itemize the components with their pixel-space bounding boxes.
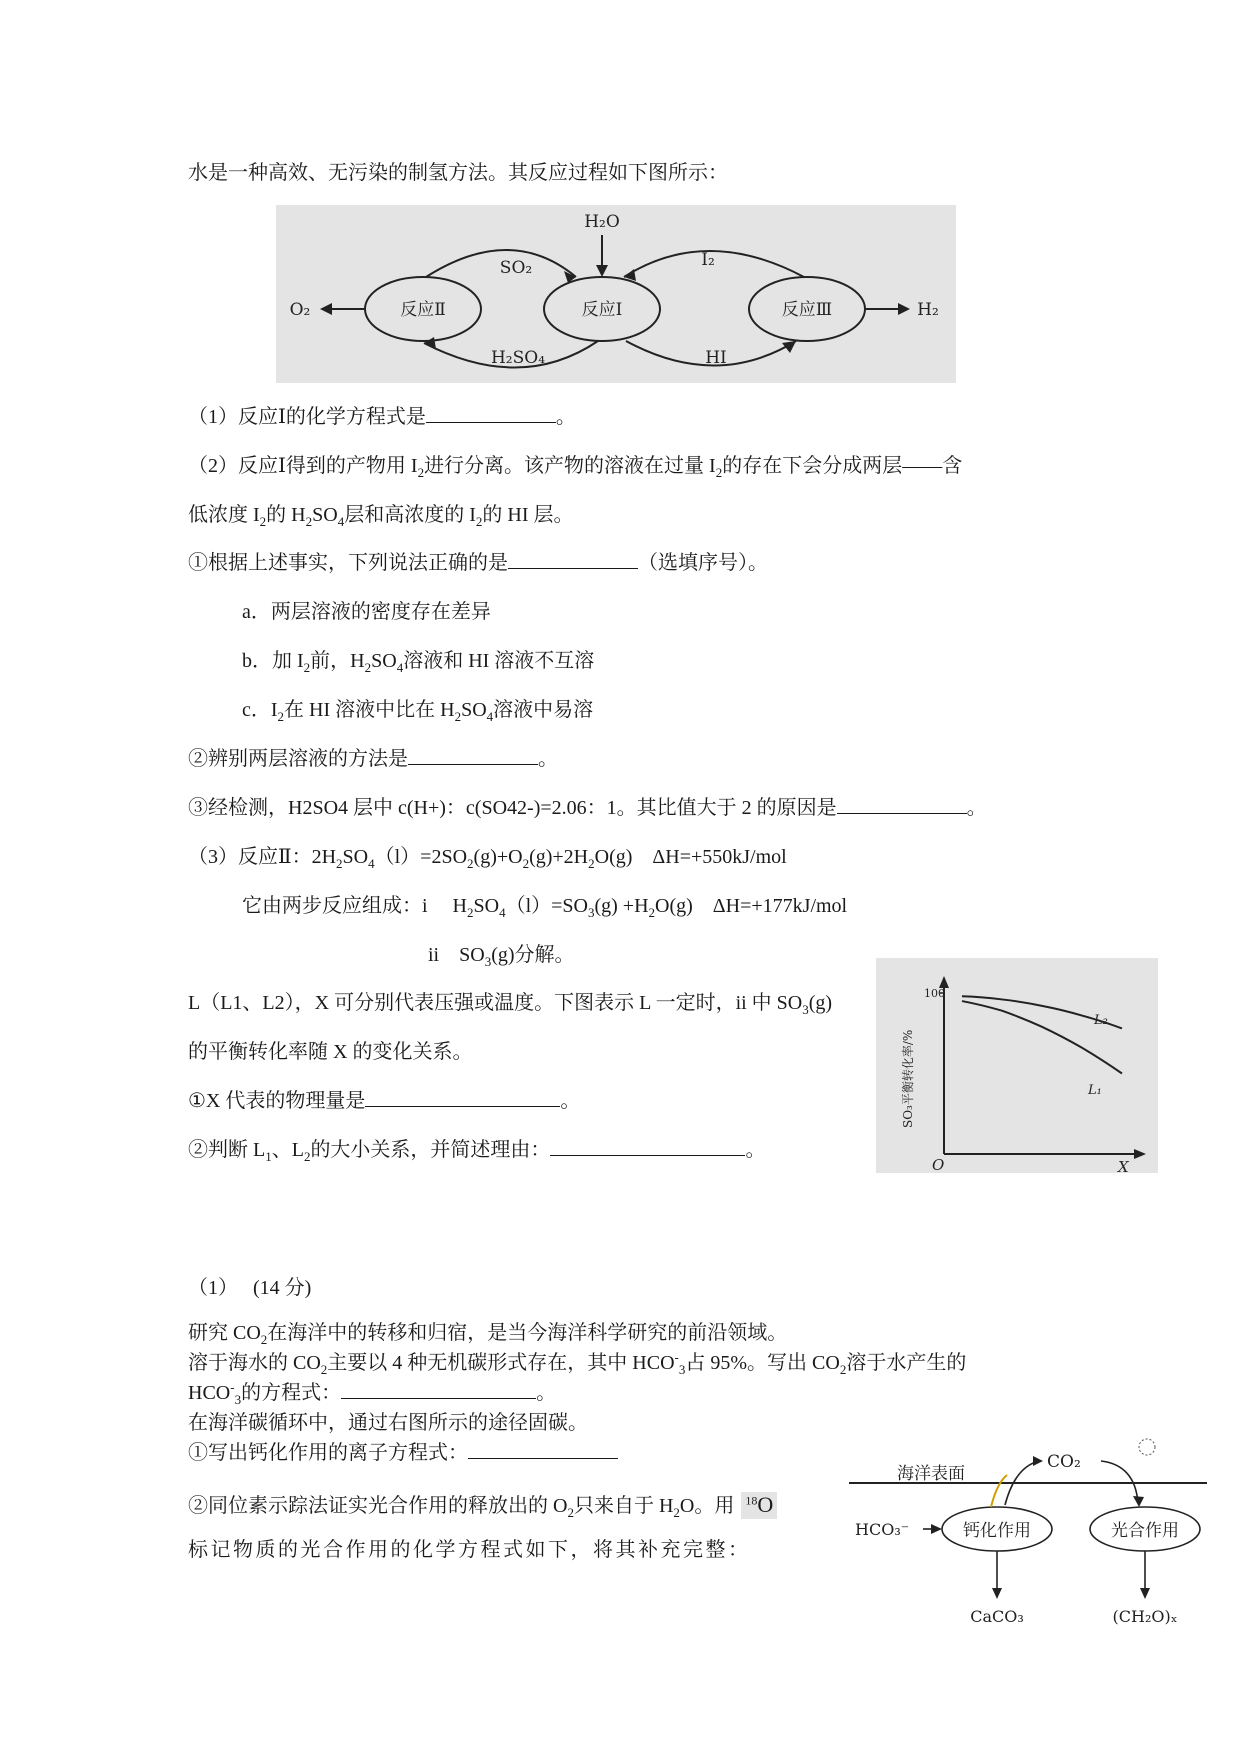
so2-label: SO₂ bbox=[499, 258, 533, 278]
question-2-sub1: ①根据上述事实，下列说法正确的是 （选填序号）。 bbox=[188, 552, 768, 574]
option-b: b．加 $I_2$前，$H_2SO_4$溶液和 HI 溶液不互溶 bbox=[242, 650, 595, 675]
caco3-label: CaCO₃ bbox=[970, 1607, 1024, 1626]
question-3-line3: ii $SO_3(g)$分解。 bbox=[428, 944, 575, 969]
answer-blank[interactable] bbox=[408, 746, 538, 765]
problem-2-line7: 标记物质的光合作用的化学方程式如下，将其补充完整： bbox=[188, 1539, 751, 1561]
series-line-l1 bbox=[962, 1001, 1122, 1073]
h2o-label: H₂O bbox=[584, 212, 620, 232]
problem-2-line2: 溶于海水的 $CO_2$主要以 4 种无机碳形式存在，其中 $HCO^-_3$占 95%。写出 $CO_2$溶于水产生的 bbox=[188, 1349, 967, 1377]
intro-text: 水是一种高效、无污染的制氢方法。其反应过程如下图所示： bbox=[188, 162, 728, 184]
i2-label: I₂ bbox=[701, 250, 715, 270]
isotope-o18: $^{18}$O bbox=[741, 1492, 777, 1519]
y-tick-100: 100 bbox=[924, 987, 945, 1000]
answer-blank[interactable] bbox=[365, 1088, 560, 1107]
reaction-3-label: 反应Ⅲ bbox=[781, 300, 833, 320]
answer-blank[interactable] bbox=[837, 795, 967, 814]
option-c: c．$I_2$在 HI 溶液中比在 $H_2SO_4$溶液中易溶 bbox=[242, 699, 594, 724]
h2so4-label: H₂SO₄ bbox=[490, 348, 546, 368]
problem-2-line3: $HCO^-_3$的方程式： 。 bbox=[188, 1379, 557, 1407]
x-axis-label: X bbox=[1118, 1158, 1129, 1173]
question-3-line2: 它由两步反应组成：i $H_2SO_4(l)=SO_3(g) +H_2O(g)$ ΔH=+177kJ/mol bbox=[242, 895, 848, 920]
question-3-sub2: ②判断 $L_1$、$L_2$的大小关系，并简述理由： 。 bbox=[188, 1139, 766, 1164]
reaction-2-label: 反应Ⅱ bbox=[400, 300, 446, 320]
question-2-sub3: ③经检测，H2SO4 层中 c(H+)：c(SO42-)=2.06：1。其比值大于 2 的原因是 。 bbox=[188, 797, 987, 819]
origin-label: O bbox=[932, 1156, 945, 1173]
co2-label: CO₂ bbox=[1047, 1452, 1081, 1472]
series-label-l1: L₁ bbox=[1088, 1083, 1102, 1098]
question-1: （1）反应Ⅰ的化学方程式是 。 bbox=[188, 406, 576, 428]
h2-label: H₂ bbox=[917, 300, 939, 320]
reaction-cycle-figure bbox=[276, 205, 956, 383]
hi-label: HI bbox=[705, 348, 727, 368]
hco3-label: HCO₃⁻ bbox=[855, 1520, 910, 1539]
problem-2-header: （1） (14 分) bbox=[188, 1277, 312, 1299]
answer-blank[interactable] bbox=[341, 1380, 536, 1399]
answer-blank[interactable] bbox=[426, 404, 556, 423]
answer-blank[interactable] bbox=[508, 550, 638, 569]
question-3-line1: （3）反应Ⅱ：$2H_2SO_4(l)=2SO_2(g)+O_2(g)+2H_2O(g)$ ΔH=+550kJ/mol bbox=[188, 846, 787, 871]
series-label-l2: L₂ bbox=[1094, 1013, 1108, 1028]
question-3-line5: 的平衡转化率随 X 的变化关系。 bbox=[188, 1041, 473, 1063]
calcification-label: 钙化作用 bbox=[963, 1521, 1031, 1541]
reaction-1-label: 反应Ⅰ bbox=[581, 300, 623, 320]
ocean-carbon-figure bbox=[845, 1425, 1215, 1630]
question-3-sub1: ①X 代表的物理量是 。 bbox=[188, 1090, 581, 1112]
answer-blank[interactable] bbox=[468, 1440, 618, 1459]
problem-2-line4: 在海洋碳循环中，通过右图所示的途径固碳。 bbox=[188, 1412, 588, 1434]
y-axis-label: SO₃平衡转化率/% bbox=[901, 1029, 915, 1128]
problem-2-line6: ②同位素示踪法证实光合作用的释放出的 $O_2$只来自于 $H_2O$。用 $^{18}$O bbox=[188, 1492, 777, 1519]
ch2o-label: (CH₂O)ₓ bbox=[1112, 1607, 1178, 1626]
option-a: a．两层溶液的密度存在差异 bbox=[242, 601, 491, 623]
answer-blank[interactable] bbox=[550, 1137, 745, 1156]
question-3-line4: L（L1、L2），X 可分别代表压强或温度。下图表示 L 一定时，ii 中 $SO_3(g)$ bbox=[188, 992, 833, 1017]
question-2-line1: （2）反应Ⅰ得到的产物用 $I_2$进行分离。该产物的溶液在过量 $I_2$的存在下会分成两层——含 bbox=[188, 455, 963, 480]
sea-surface-label: 海洋表面 bbox=[897, 1464, 965, 1484]
o2-label: O₂ bbox=[289, 300, 311, 320]
problem-2-line5: ①写出钙化作用的离子方程式： bbox=[188, 1440, 618, 1466]
photosynthesis-label: 光合作用 bbox=[1111, 1521, 1179, 1541]
question-2-line2: 低浓度 $I_2$的 $H_2SO_4$层和高浓度的 $I_2$的 HI 层。 bbox=[188, 504, 574, 529]
question-2-sub2: ②辨别两层溶液的方法是 。 bbox=[188, 748, 558, 770]
problem-2-line1: 研究 $CO_2$在海洋中的转移和归宿，是当今海洋科学研究的前沿领域。 bbox=[188, 1322, 788, 1347]
conversion-chart bbox=[876, 958, 1158, 1173]
